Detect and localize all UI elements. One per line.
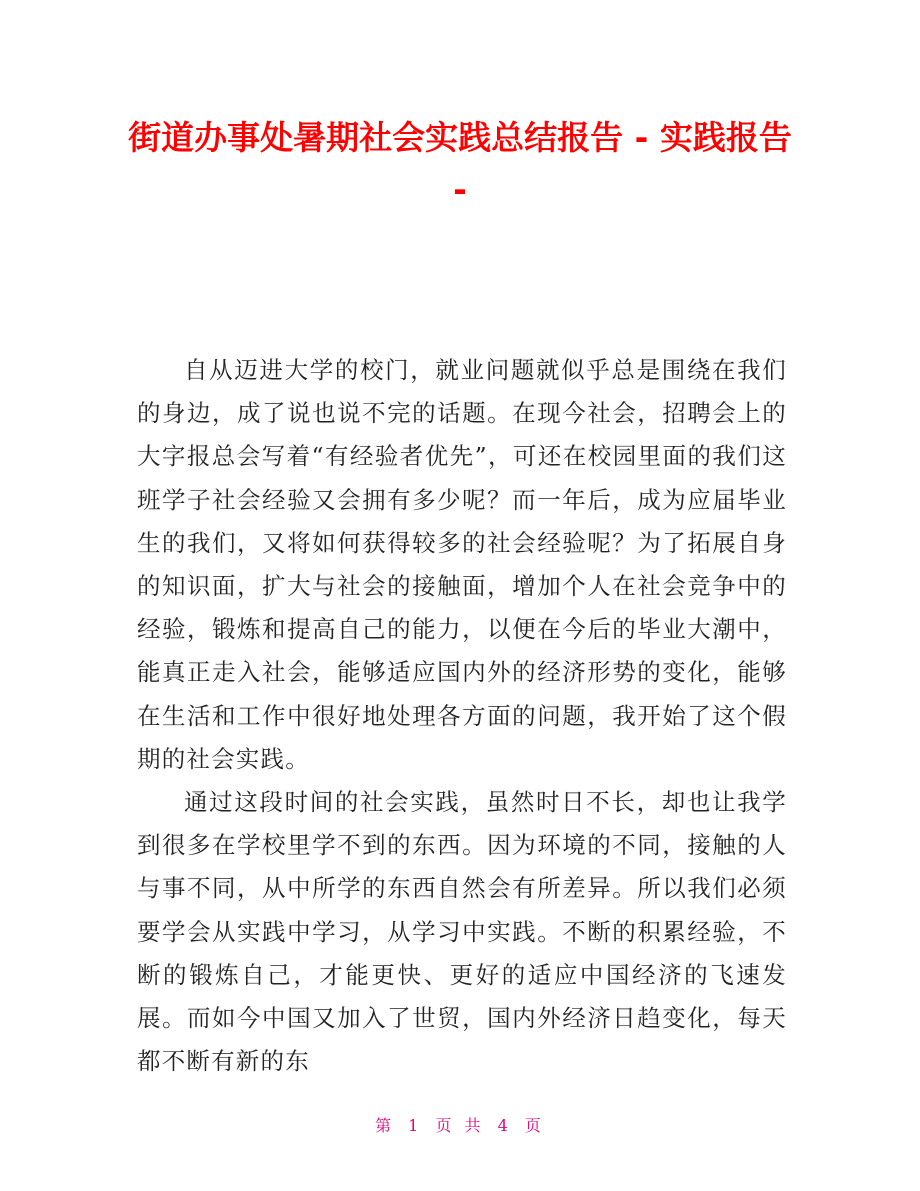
page-number-footer xyxy=(0,1113,920,1136)
page-label-suffix: 页 xyxy=(524,1116,545,1135)
paragraph: 自从迈进大学的校门，就业问题就似乎总是围绕在我们的身边，成了说也说不完的话题。在现今社会，招聘会上的大字报总会写着“有经验者优先”，可还在校园里面的我们这班学子社会经验又会拥有多少呢？而一年后，成为应届毕业生的我们，又将如何获得较多的社会经验呢？为了拓展自身的知识面，扩大与社会的接触面，增加个人在社会竞争中的经验，锻炼和提高自己的能力，以便在今后的毕业大潮中，能真正走入社会，能够适应国内外的经济形势的变化，能够在生活和工作中很好地处理各方面的问题，我开始了这个假期的社会实践。 xyxy=(137,356,787,773)
total-pages-number: 4 xyxy=(497,1116,512,1135)
paragraph: 通过这段时间的社会实践，虽然时日不长，却也让我学到很多在学校里学不到的东西。因为环境的不同，接触的人与事不同，从中所学的东西自然会有所差异。所以我们必须要学会从实践中学习，从学习中实践。不断的积累经验，不断的锻炼自己，才能更快、更好的适应中国经济的飞速发展。而如今中国又加入了世贸，国内外经济日趋变化，每天都不断有新的东 xyxy=(137,788,787,1076)
current-page-number: 1 xyxy=(408,1116,423,1135)
document-body xyxy=(137,349,787,1083)
document-title: 街道办事处暑期社会实践总结报告 - 实践报告 - xyxy=(128,118,792,209)
page-label-prefix: 第 xyxy=(375,1116,396,1135)
page-label-mid: 页 共 xyxy=(435,1116,485,1135)
